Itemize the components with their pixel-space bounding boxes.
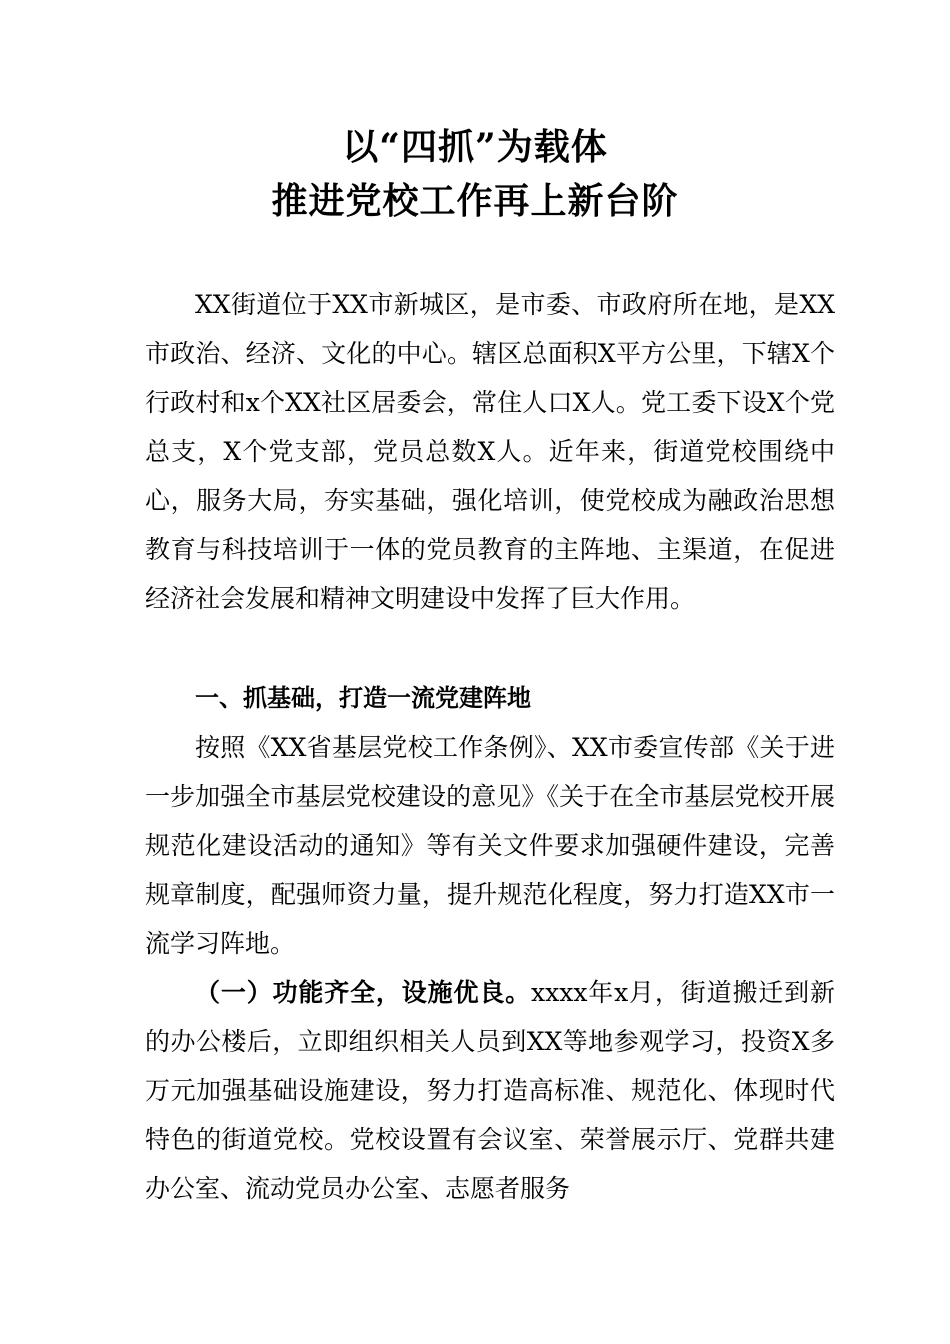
section-heading-1: 一、抓基础，打造一流党建阵地 — [195, 684, 531, 712]
intro-paragraph: XX街道位于XX市新城区，是市委、市政府所在地，是XX市政治、经济、文化的中心。辖区总面积X平方公里，下辖X个行政村和x个XX社区居委会，常住人口X人。党工委下设X个党总支，X个党支部，党员总数X人。近年来，街道党校围绕中心，服务大局，夯实基础，强化培训，使党校成为融政治思想教育与科技培训于一体的党员教育的主阵地、主渠道，在促进经济社会发展和精神文明建设中发挥了巨大作用。 — [145, 290, 835, 613]
subsection-1-paragraph — [145, 968, 835, 1213]
document-title-line2: 推进党校工作再上新台阶 — [271, 180, 679, 222]
document-title-line1: 以“四抓”为载体 — [342, 126, 608, 168]
subsection-1-body: xxxx年x月，街道搬迁到新的办公楼后，立即组织相关人员到XX等地参观学习，投资X多万元加强基础设施建设，努力打造高标准、规范化、体现时代特色的街道党校。党校设置有会议室、荣誉展示厅、党群共建办公室、流动党员办公室、志愿者服务 — [145, 978, 835, 1203]
subsection-1-lead: （一）功能齐全，设施优良。 — [195, 978, 532, 1007]
section-1-paragraph: 按照《XX省基层党校工作条例》、XX市委宣传部《关于进一步加强全市基层党校建设的意见》《关于在全市基层党校开展规范化建设活动的通知》等有关文件要求加强硬件建设，完善规章制度，配强师资力量，提升规范化程度，努力打造XX市一流学习阵地。 — [145, 733, 835, 958]
